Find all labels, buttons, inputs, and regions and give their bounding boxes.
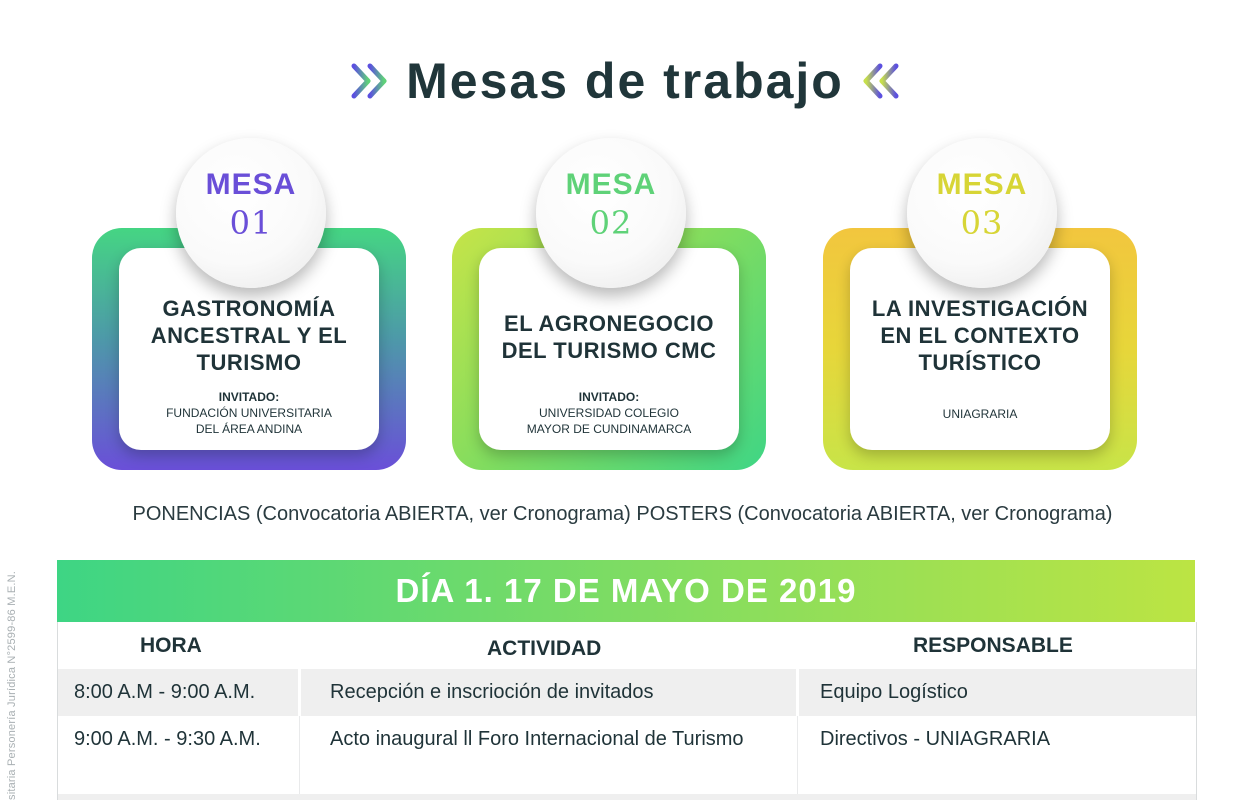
- schedule-table: [57, 622, 1197, 800]
- cell-responsable: Directivos - UNIAGRARIA: [820, 728, 1051, 750]
- column-divider: [298, 669, 301, 716]
- mesa-1-title: [125, 295, 373, 376]
- mesa-2-title-line: EL AGRONEGOCIO: [504, 311, 714, 336]
- cell-actividad: Recepción e inscrioción de invitados: [330, 681, 654, 703]
- cell-actividad: Acto inaugural ll Foro Internacional de Turismo: [330, 728, 744, 750]
- double-chevron-right-icon: [348, 60, 394, 102]
- mesa-2-invited-name: [479, 405, 739, 437]
- mesa-3-invited-line: UNIAGRARIA: [942, 407, 1018, 421]
- cell-hora: 8:00 A.M - 9:00 A.M.: [74, 681, 256, 703]
- mesa-3-number: 03: [960, 204, 1004, 242]
- header-hora: HORA: [140, 634, 202, 657]
- mesa-3-title-line: TURÍSTICO: [918, 350, 1042, 375]
- mesa-1-invited-label: INVITADO:: [218, 390, 280, 404]
- table-row: [58, 669, 1196, 716]
- mesa-2-label: MESA: [565, 168, 657, 201]
- header-responsable: RESPONSABLE: [913, 634, 1073, 657]
- mesa-1-title-line: TURISMO: [196, 350, 302, 375]
- column-divider: [797, 716, 798, 794]
- mesa-1-invited-line: DEL ÁREA ANDINA: [195, 422, 303, 436]
- table-row: [58, 716, 1196, 794]
- mesa-3-label: MESA: [936, 168, 1028, 201]
- column-divider: [796, 669, 799, 716]
- mesa-2-invited-label: INVITADO:: [578, 390, 640, 404]
- mesa-1-invited-name: [119, 405, 379, 437]
- mesa-1-title-line: ANCESTRAL Y EL: [150, 323, 348, 348]
- mesa-2-title-line: DEL TURISMO CMC: [501, 338, 717, 363]
- cell-hora: 9:00 A.M. - 9:30 A.M.: [74, 728, 261, 750]
- cell-responsable: Equipo Logístico: [820, 681, 968, 703]
- side-legal-note: sitaria Personería Jurídica N°2599-86 M.E.N.: [6, 570, 18, 800]
- mesa-3-title: [856, 295, 1104, 376]
- mesa-1-label: MESA: [205, 168, 297, 201]
- mesa-1-invited-line: FUNDACIÓN UNIVERSITARIA: [166, 406, 332, 420]
- table-row-partial: [58, 794, 1196, 800]
- mesa-1-title-line: GASTRONOMÍA: [162, 296, 336, 321]
- title-block: [0, 52, 1250, 110]
- ponencias-posters-note: PONENCIAS (Convocatoria ABIERTA, ver Cronograma) POSTERS (Convocatoria ABIERTA, ver Cronograma): [132, 503, 1113, 525]
- day-title-bar: DÍA 1. 17 DE MAYO DE 2019: [57, 560, 1195, 622]
- mesa-2-badge: [536, 138, 686, 288]
- page-title: Mesas de trabajo: [406, 53, 844, 109]
- mesa-2-invited-line: UNIVERSIDAD COLEGIO: [538, 406, 680, 420]
- double-chevron-left-icon: [856, 60, 902, 102]
- mesa-1-badge: [176, 138, 326, 288]
- mesa-3-title-line: LA INVESTIGACIÓN: [871, 296, 1089, 321]
- mesa-3-invited-name: [850, 406, 1110, 422]
- mesa-2-invited-line: MAYOR DE CUNDINAMARCA: [526, 422, 692, 436]
- mesa-2-number: 02: [589, 204, 633, 242]
- header-actividad: ACTIVIDAD: [487, 637, 602, 660]
- mesa-3-title-line: EN EL CONTEXTO: [880, 323, 1080, 348]
- mesa-3-badge: [907, 138, 1057, 288]
- column-divider: [299, 716, 300, 794]
- mesa-2-title: [485, 310, 733, 364]
- mesa-1-number: 01: [229, 204, 273, 242]
